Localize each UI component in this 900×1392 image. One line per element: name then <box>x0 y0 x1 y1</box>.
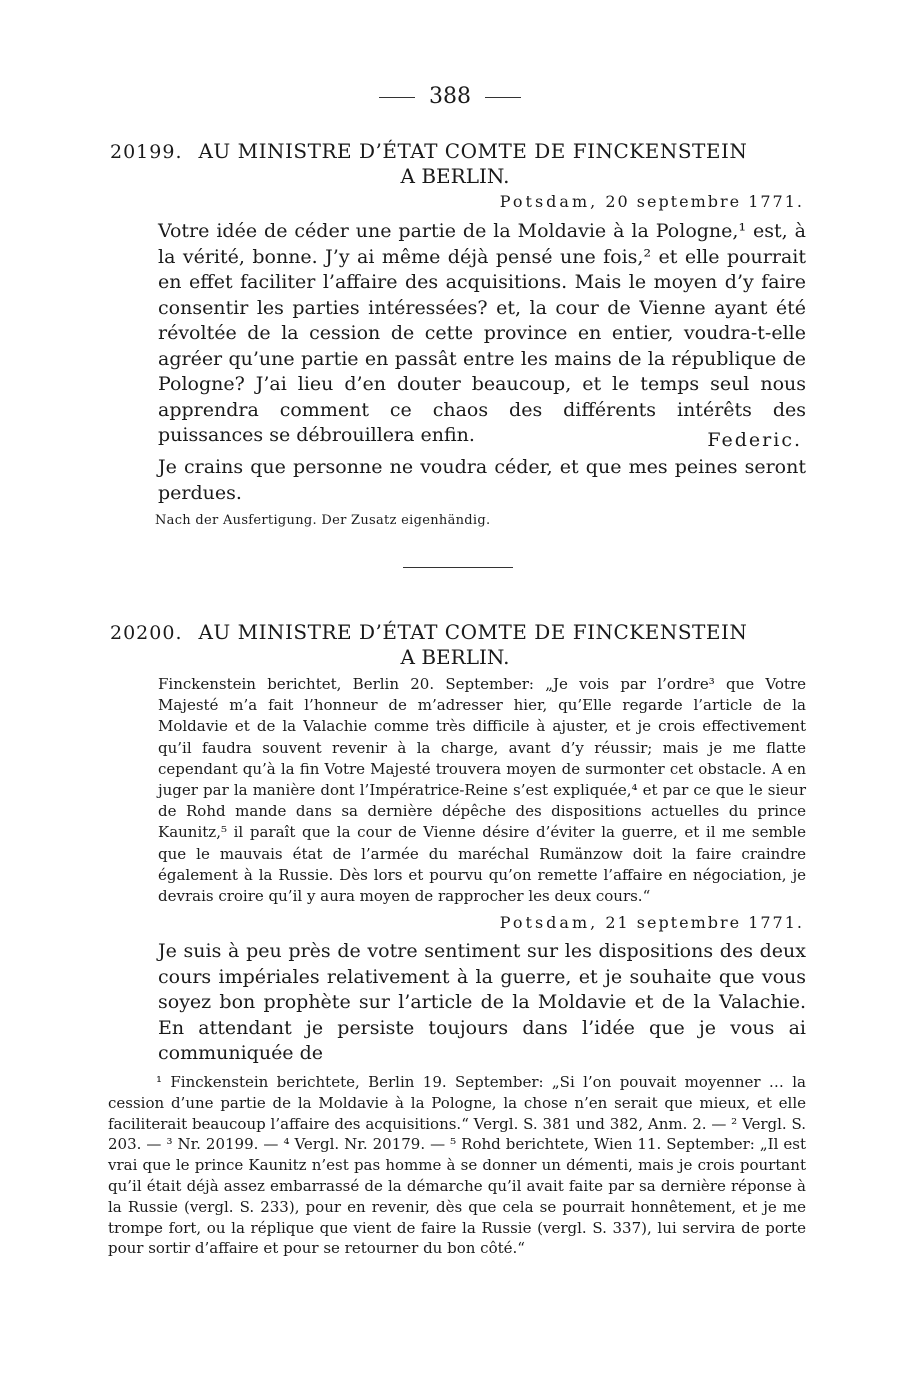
letter1-dateline <box>500 192 804 212</box>
letter2-number: 20200. <box>110 622 183 644</box>
letter1-date-place: Potsdam, <box>499 192 599 211</box>
letter2-dateline <box>500 913 804 933</box>
footnotes: ¹ Finckenstein berichtete, Berlin 19. September: „Si l’on pouvait moyenner … la cession d’une partie de la Moldavie à la Pologne, la chose n’en serait que mieux, et elle faciliterait beaucoup l’affaire des acquisitions.“ Vergl. S. 381 und 382, Anm. 2. — ² Vergl. S. 203. — ³ Nr. 20199. — ⁴ Vergl. Nr. 20179. — ⁵ Rohd berichtete, Wien 11. September: „Il est vrai que le prince Kaunitz n’est pas homme à se donner un démenti, mais je crois pourtant qu’il était déjà assez embarrassé de la démarche qu’il avait faite par sa dernière réponse à la Russie (vergl. S. 233), pour en revenir, dès que cela se pourrait honnêtement, et je me trompe fort, ou la réplique que vient de faire la Russie (vergl. S. 337), lui servira de porte pour sortir d’affaire et pour se retourner du bon côté.“ <box>108 1073 806 1258</box>
page-number: 388 <box>429 84 471 109</box>
rule-right <box>485 97 521 98</box>
letter1-title-line2: A BERLIN. <box>400 164 510 188</box>
letter1-heading <box>110 139 800 188</box>
letter1-source-note: Nach der Ausfertigung. Der Zusatz eigenhändig. <box>155 513 491 528</box>
letter1-body: Votre idée de céder une partie de la Moldavie à la Pologne,¹ est, à la vérité, bonne. J’y ai même déjà pensé une fois,² et elle pourrait en effet faciliter l’affaire des acquisitions. Mais le moyen d’y faire consentir les parties intéressées? et, la cour de Vienne ayant été révoltée de la cession de cette province en entier, voudra-t-elle agréer qu’une partie en passât entre les mains de la république de Pologne? J’ai lieu d’en douter beaucoup, et le temps seul nous apprendra comment ce chaos des différents intérêts des puissances se débrouillera enfin. <box>158 220 806 446</box>
letter2-body: Je suis à peu près de votre sentiment sur les dispositions des deux cours impériales relativement à la guerre, et je souhaite que vous soyez bon prophète sur l’article de la Moldavie et de la Valachie. En attendant je persiste toujours dans l’idée que je vous ai communiquée de <box>158 940 806 1064</box>
letter1-date: 20 septembre 1771. <box>605 192 804 211</box>
letter2-heading <box>110 620 800 669</box>
letter2-title-line2: A BERLIN. <box>400 645 510 669</box>
section-separator <box>403 567 513 568</box>
letter2-title: AU MINISTRE D’ÉTAT COMTE DE FINCKENSTEIN <box>198 620 748 644</box>
letter1-title: AU MINISTRE D’ÉTAT COMTE DE FINCKENSTEIN <box>198 139 748 163</box>
letter1-number: 20199. <box>110 141 183 163</box>
letter1-postscript: Je crains que personne ne voudra céder, et que mes peines seront perdues. <box>158 456 806 504</box>
rule-left <box>379 97 415 98</box>
letter2-summary: Finckenstein berichtet, Berlin 20. September: „Je vois par l’ordre³ que Votre Majesté m’a fait l’honneur de m’adresser hier, qu’Elle regarde l’article de la Moldavie et de la Valachie comme très difficile à ajuster, et je crois effectivement qu’il faudra souvent revenir à la charge, avant d’y réussir; mais je me flatte cependant qu’à la fin Votre Majesté trouvera moyen de surmonter cet obstacle. A en juger par la manière dont l’Impératrice-Reine s’est expliquée,⁴ et par ce que le sieur de Rohd mande dans sa dernière dépêche des dispositions actuelles du prince Kaunitz,⁵ il paraît que la cour de Vienne désire d’éviter la guerre, et il me semble que le mauvais état de l’armée du maréchal Rumänzow doit la faire craindre également à la Russie. Dès lors et pourvu qu’on remette l’affaire en négociation, je devrais croire qu’il y aura moyen de rapprocher les deux cours.“ <box>158 675 806 906</box>
letter2-date: 21 septembre 1771. <box>605 913 804 932</box>
letter2-date-place: Potsdam, <box>499 913 599 932</box>
letter1-signature: Federic. <box>707 429 802 451</box>
page-number-row <box>0 84 900 110</box>
